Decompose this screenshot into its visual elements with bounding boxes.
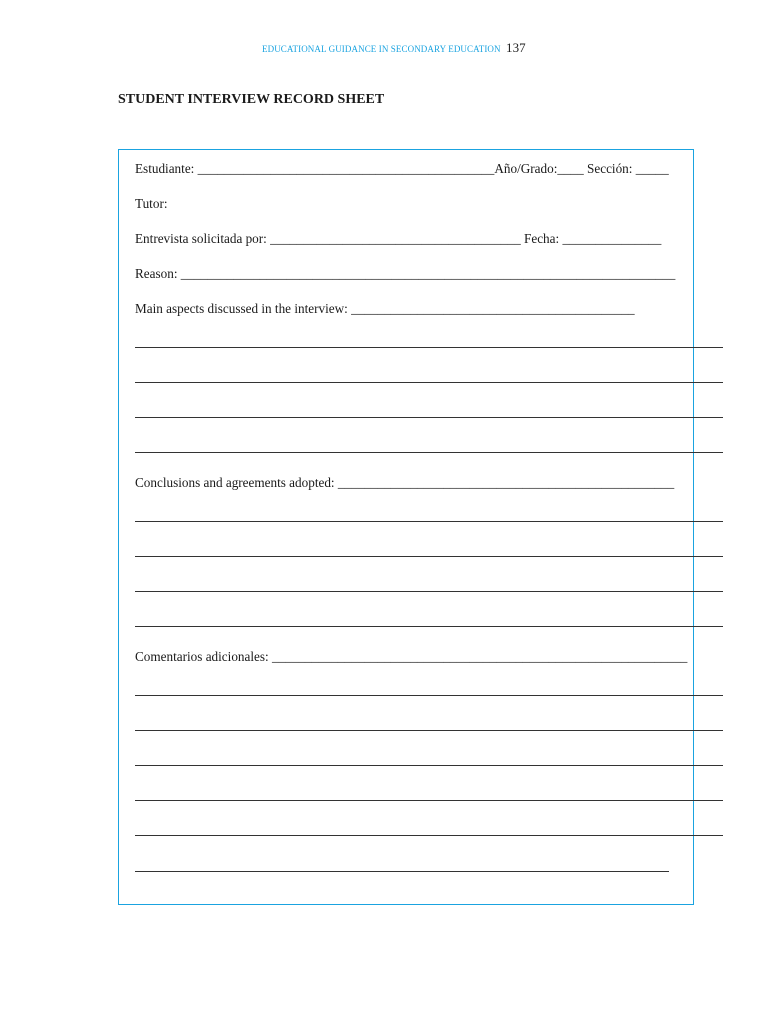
aspects-line-4[interactable] — [135, 452, 723, 453]
requested-by-row — [135, 231, 661, 247]
running-title: EDUCATIONAL GUIDANCE IN SECONDARY EDUCATION — [262, 44, 501, 54]
aspects-line-1[interactable] — [135, 347, 723, 348]
reason-field[interactable]: ___________________________________________________________________________ — [180, 266, 676, 281]
date-label: Fecha: — [524, 231, 560, 246]
conclusions-line-1[interactable] — [135, 521, 723, 522]
comments-line-1[interactable] — [135, 695, 723, 696]
tutor-row — [135, 196, 168, 212]
comments-line-6[interactable] — [135, 871, 669, 872]
page-number: 137 — [505, 40, 526, 55]
conclusions-label: Conclusions and agreements adopted: — [135, 475, 335, 490]
aspects-field[interactable]: ___________________________________________ — [351, 301, 635, 316]
aspects-line-3[interactable] — [135, 417, 723, 418]
comments-field[interactable]: _______________________________________________________________ — [271, 649, 688, 664]
section-label: Sección: — [587, 161, 633, 176]
conclusions-line-3[interactable] — [135, 591, 723, 592]
reason-label: Reason: — [135, 266, 178, 281]
section-field[interactable]: _____ — [635, 161, 669, 176]
comments-label: Comentarios adicionales: — [135, 649, 269, 664]
reason-row — [135, 266, 675, 282]
comments-line-3[interactable] — [135, 765, 723, 766]
comments-line-2[interactable] — [135, 730, 723, 731]
date-field[interactable]: _______________ — [562, 231, 662, 246]
page-title: STUDENT INTERVIEW RECORD SHEET — [118, 92, 385, 107]
form-box — [118, 149, 694, 905]
grade-field[interactable]: ____ — [557, 161, 584, 176]
requested-by-label: Entrevista solicitada por: — [135, 231, 267, 246]
student-label: Estudiante: — [135, 161, 195, 176]
conclusions-field[interactable]: ___________________________________________________ — [337, 475, 675, 490]
student-field[interactable]: _____________________________________________ — [197, 161, 495, 176]
conclusions-line-4[interactable] — [135, 626, 723, 627]
requested-by-field[interactable]: ______________________________________ — [270, 231, 521, 246]
tutor-label: Tutor: — [135, 196, 168, 211]
conclusions-line-2[interactable] — [135, 556, 723, 557]
comments-line-4[interactable] — [135, 800, 723, 801]
conclusions-row — [135, 475, 674, 491]
aspects-line-2[interactable] — [135, 382, 723, 383]
comments-row — [135, 649, 687, 665]
aspects-row — [135, 301, 635, 317]
grade-label: Año/Grado: — [494, 161, 558, 176]
running-header — [262, 40, 526, 56]
comments-line-5[interactable] — [135, 835, 723, 836]
aspects-label: Main aspects discussed in the interview: — [135, 301, 348, 316]
student-row — [135, 161, 669, 177]
